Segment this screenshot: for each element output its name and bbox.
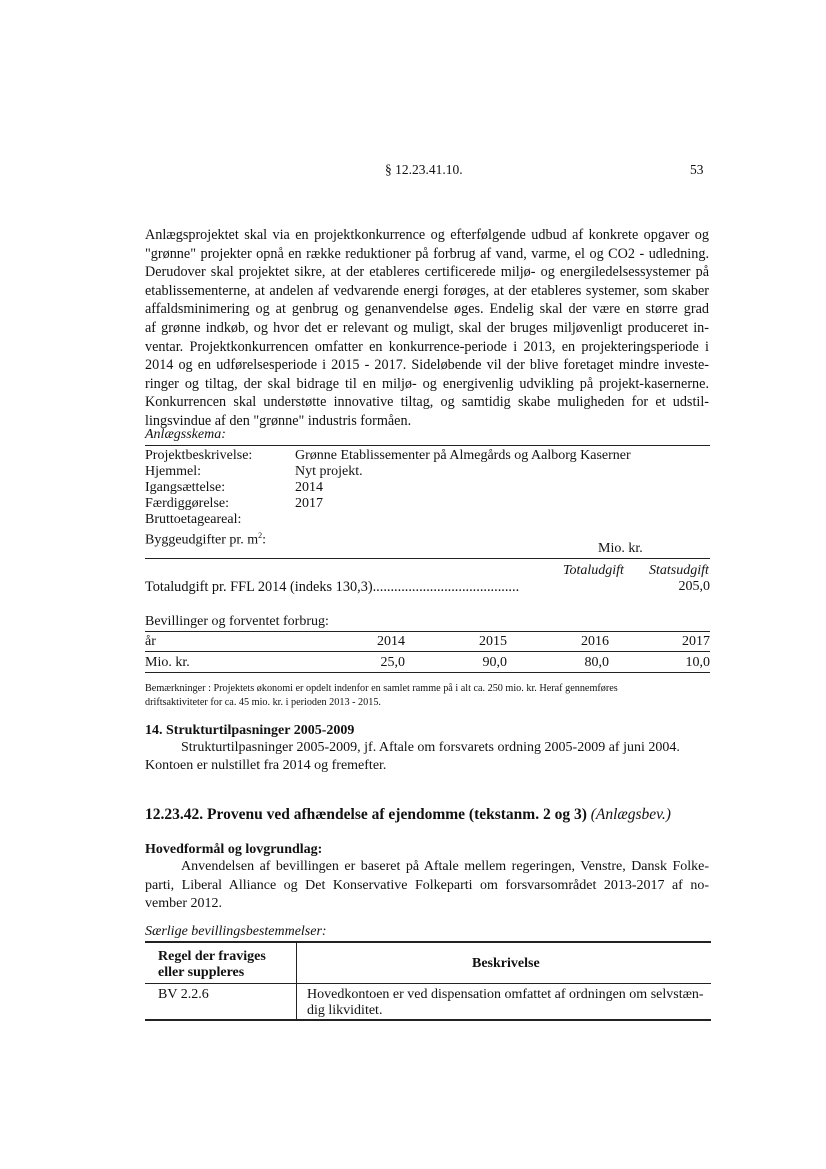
account-heading-text: 12.23.42. Provenu ved afhændelse af ejendomme (tekstanm. 2 og 3) [145,806,587,823]
divider [145,445,710,446]
section-14-heading: 14. Strukturtilpasninger 2005-2009 [145,723,355,738]
schema-label: Bruttoetageareal: [145,512,242,527]
section-reference: § 12.23.41.10. [385,162,463,177]
paragraph-line: 2014 og en udførelsesperiode i 2015 - 2017. Sideløbende vil der blive foretaget mindre investe- [145,357,709,374]
intro-paragraph [145,226,709,431]
divider [145,558,710,559]
column-header-totaludgift: Totaludgift [563,563,624,578]
account-heading [145,806,671,824]
purpose-paragraph [145,858,709,914]
table-column-divider [296,941,297,1020]
schema-label: Igangsættelse: [145,480,226,495]
remarks-note [145,682,715,710]
schema-label: Projektbeskrivelse: [145,448,253,463]
paragraph-line: ventar. Projektkonkurrencen omfatter en konkurrence-periode i 2013, en projekteringsperiode i [145,338,709,355]
table-bottom-rule [145,1019,711,1021]
section-14-line: Strukturtilpasninger 2005-2009, jf. Aftale om forsvarets ordning 2005-2009 af juni 2004. [181,740,680,755]
superscript: 2 [258,531,263,540]
paragraph-line: Anvendelsen af bevillingen er baseret på Aftale mellem regeringen, Venstre, Dansk Folke- [181,859,709,874]
paragraph-line: Anlægsprojektet skal via en projektkonkurrence og efterfølgende udbud af konkrete opgaver og [145,227,709,243]
paragraph-line: vember 2012. [145,896,222,911]
column-header-statsudgift: Statsudgift [649,563,709,578]
description-line: dig likviditet. [307,1003,383,1018]
bevillinger-heading: Bevillinger og forventet forbrug: [145,614,329,629]
divider [145,651,710,652]
schema-label-text: Byggeudgifter pr. m [145,532,259,548]
value-cell: 10,0 [685,655,710,670]
account-heading-tag: (Anlægsbev.) [590,806,671,823]
schema-label [145,528,266,549]
paragraph-line: lingsvindue af den "grønne" industris formåen. [145,412,412,429]
rules-table [145,941,711,1020]
table-header-description: Beskrivelse [472,956,540,971]
paragraph-line: ringer og tiltag, der skal bidrage til en miljø- og energivenlig udvikling på projekt-kasernerne. [145,375,709,392]
section-14-line: Kontoen er nulstillet fra 2014 og fremefter. [145,758,387,773]
paragraph-line: affaldsminimering og at genbrug og genanvendelse øges. Endelig skal der være en større grad [145,301,709,318]
header-line: Regel der fraviges [158,949,266,964]
year-cell: 2014 [377,634,405,649]
value-cell: 80,0 [584,655,609,670]
schema-label: Færdiggørelse: [145,496,229,511]
purpose-heading: Hovedformål og lovgrundlag: [145,842,323,857]
colon: : [262,532,267,548]
paragraph-line: parti, Liberal Alliance og Det Konservative Folkeparti om forsvarsområdet 2013-2017 af no- [145,877,709,893]
special-provisions-heading: Særlige bevillingsbestemmelser: [145,924,327,939]
schema-label: Hjemmel: [145,464,201,479]
table-top-rule [145,941,711,943]
schema-value: Nyt projekt. [295,464,363,479]
description-line: Hovedkontoen er ved dispensation omfattet af ordningen om selvstæn- [307,987,704,1002]
paragraph-line: Konkurrencen skal understøtte innovative tiltag, og samtidig skabe muligheden for et udstil- [145,394,709,411]
schema-value: 2014 [295,480,323,495]
paragraph-line: af grønne indkøb, og hvor det er relevant og muligt, skal der bruges miljøvenligt produceret in- [145,319,709,336]
value-cell: 25,0 [380,655,405,670]
divider [145,672,710,673]
year-cell: 2016 [581,634,609,649]
paragraph-line: Derudover skal projektet sikre, at der etableres certificerede miljø- og energiledelsessystemer på [145,264,709,281]
total-label: Totaludgift pr. FFL 2014 (indeks 130,3)......................................... [145,579,520,595]
year-cell: 2015 [479,634,507,649]
table-cell-description [307,987,707,1019]
year-label: år [145,634,156,649]
page-number: 53 [690,162,704,177]
table-cell-rule: BV 2.2.6 [158,987,209,1002]
unit-row-label: Mio. kr. [145,655,190,670]
note-line: Bemærkninger : Projektets økonomi er opdelt indenfor en samlet ramme på i alt ca. 250 mio. kr. Heraf gennemføres [145,683,618,694]
divider [145,631,710,632]
header-line: eller suppleres [158,965,245,980]
schema-value: Grønne Etablissementer på Almegårds og Aalborg Kaserner [295,448,631,463]
total-value: 205,0 [678,579,710,594]
table-header-divider [145,983,711,984]
paragraph-line: "grønne" projekter opnå en række reduktioner på forbrug af vand, varme, el og CO2 - udledning. [145,245,709,262]
paragraph-line: etablissementerne, at andelen af vedvarende energi forøges, at der etableres systemer, som skaber [145,282,709,299]
note-line: driftsaktiviteter for ca. 45 mio. kr. i perioden 2013 - 2015. [145,697,381,708]
schema-value: 2017 [295,496,323,511]
year-cell: 2017 [682,634,710,649]
unit-label: Mio. kr. [598,541,643,556]
value-cell: 90,0 [482,655,507,670]
table-header-rule [158,949,266,981]
anlaegsskema-heading: Anlægsskema: [145,427,226,442]
